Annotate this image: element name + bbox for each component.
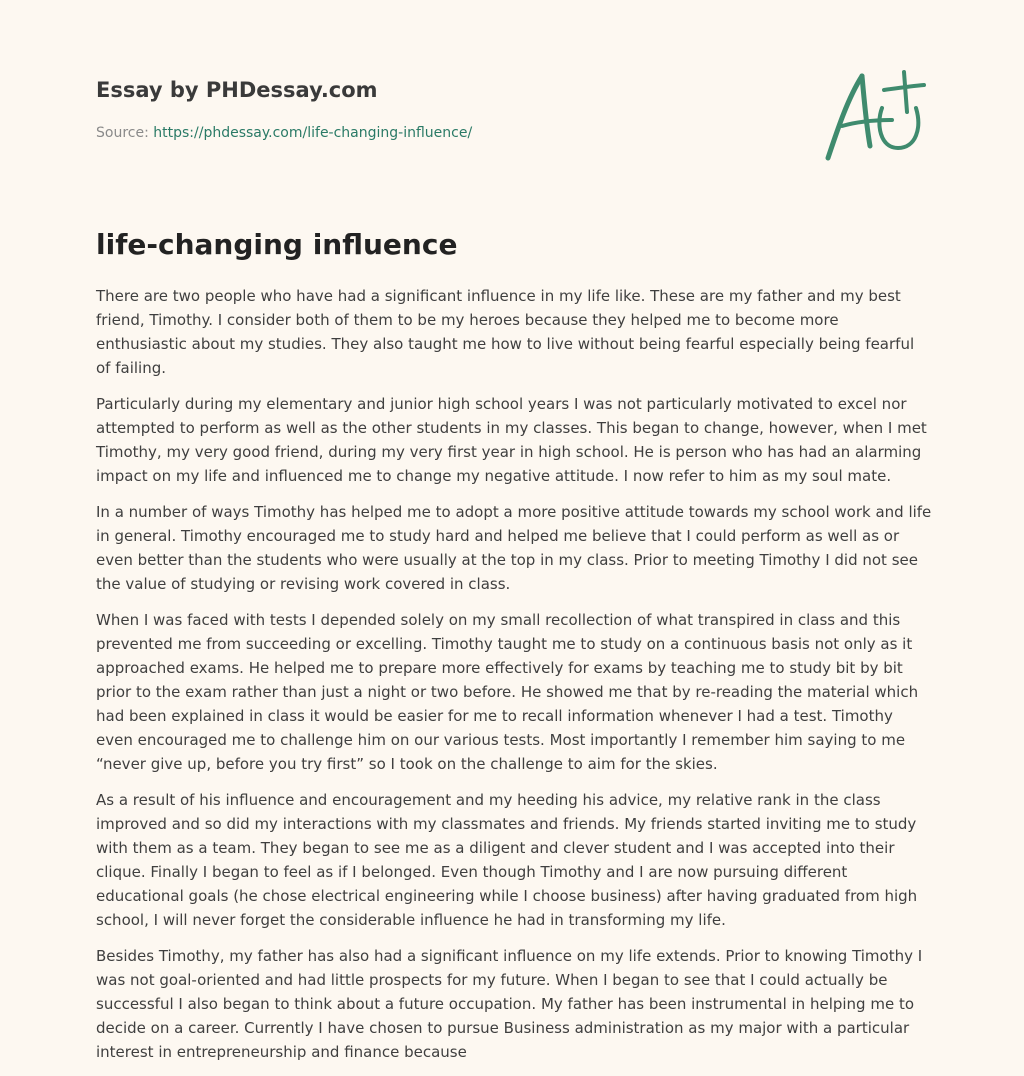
essay-title: life-changing influence bbox=[96, 228, 458, 261]
a-plus-grade-logo-icon bbox=[818, 68, 930, 164]
essay-paragraph: In a number of ways Timothy has helped me to adopt a more positive attitude towards my school work and life in general. Timothy encouraged me to study hard and helped me believe that I could perform as well as or even better than the students who were usually at the top in my class. Prior to meeting Timothy I did not see the value of studying or revising work covered in class. bbox=[96, 503, 932, 593]
essay-paragraph: As a result of his influence and encouragement and my heeding his advice, my relative rank in the class improved and so did my interactions with my classmates and friends. My friends started inviting me to study with them as a team. They began to see me as a diligent and clever student and I was accepted into their clique. Finally I began to feel as if I belonged. Even though Timothy and I are now pursuing different educational goals (he chose electrical engineering while I choose business) after having graduated from high school, I will never forget the considerable influence he had in transforming my life. bbox=[96, 791, 918, 929]
source-label: Source: bbox=[96, 125, 149, 141]
essay-paragraph: When I was faced with tests I depended solely on my small recollection of what transpired in class and this prevented me from succeeding or excelling. Timothy taught me to study on a continuous basis not only as it approached exams. He helped me to prepare more effectively for exams by teaching me to study bit by bit prior to the exam rather than just a night or two before. He showed me that by re-reading the material which had been explained in class it would be easier for me to recall information whenever I had a test. Timothy even encouraged me to challenge him on our various tests. Most importantly I remember him saying to me “never give up, before you try first” so I took on the challenge to aim for the skies. bbox=[96, 611, 919, 773]
essay-paragraph: Particularly during my elementary and junior high school years I was not particularly motivated to excel nor attempted to perform as well as the other students in my classes. This began to change, however, when I met Timothy, my very good friend, during my very first year in high school. He is person who has had an alarming impact on my life and influenced me to change my negative attitude. I now refer to him as my soul mate. bbox=[96, 395, 927, 485]
page-header bbox=[96, 76, 928, 142]
essay-paragraph: There are two people who have had a significant influence in my life like. These are my father and my best friend, Timothy. I consider both of them to be my heroes because they helped me to become more enthusiastic about my studies. They also taught me how to live without being fearful especially being fearful of failing. bbox=[96, 287, 915, 377]
essay-body bbox=[96, 284, 932, 1076]
source-link[interactable]: https://phdessay.com/life-changing-influence/ bbox=[153, 125, 473, 141]
brand-title: Essay by PHDessay.com bbox=[96, 78, 378, 102]
essay-paragraph: Besides Timothy, my father has also had a significant influence on my life extends. Prior to knowing Timothy I was not goal-oriented and had little prospects for my future. When I began to see that I could actually be successful I also began to think about a future occupation. My father has been instrumental in helping me to decide on a career. Currently I have chosen to pursue Business administration as my major with a particular interest in entrepreneurship and finance because bbox=[96, 947, 923, 1061]
source-line bbox=[96, 124, 928, 142]
